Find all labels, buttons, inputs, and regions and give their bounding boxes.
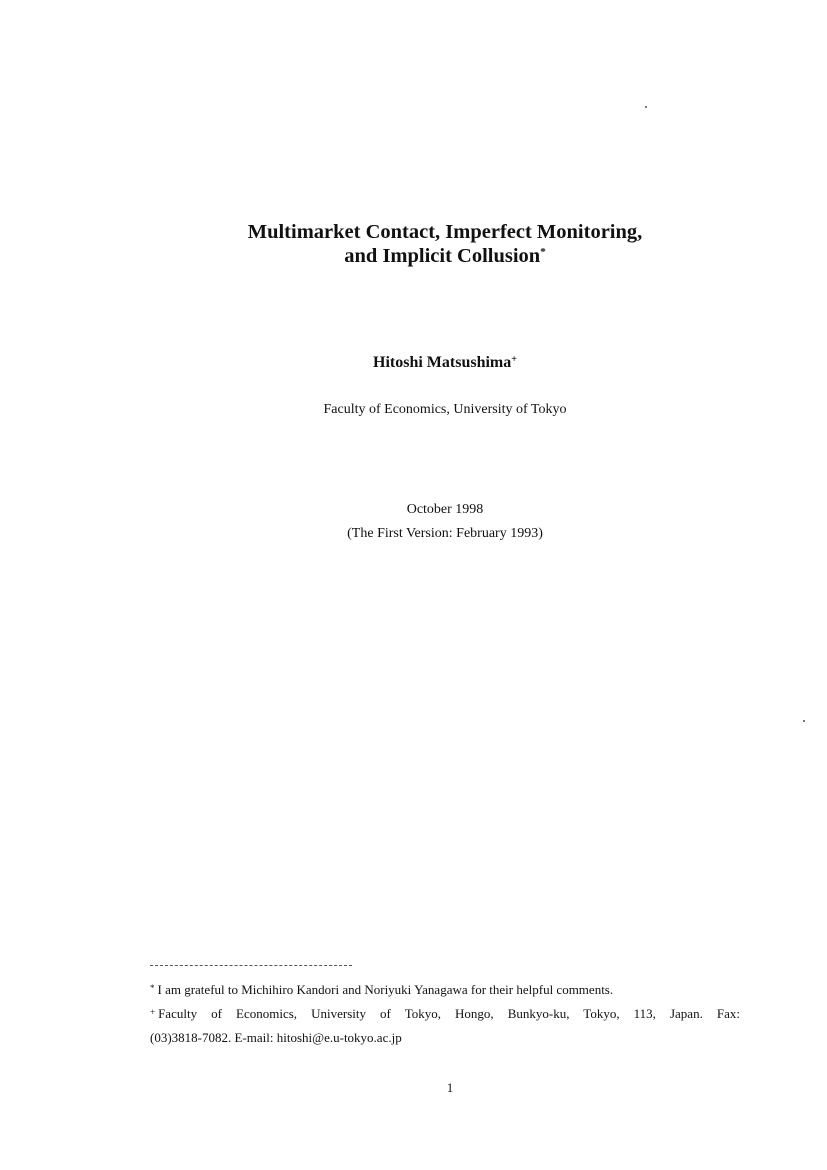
author-name-text: Hitoshi Matsushima: [373, 354, 512, 371]
author-footnote-mark: +: [511, 354, 517, 365]
date-current: October 1998: [406, 502, 484, 517]
title-line-2-text: and Implicit Collusion: [344, 245, 541, 267]
footnote-contact-text-1: Faculty of Economics, University of Tokyo, Hongo, Bunkyo-ku, Tokyo, 113, Japan. Fax:: [158, 1006, 740, 1021]
footnotes: [150, 978, 740, 1050]
title-line-1: Multimarket Contact, Imperfect Monitoring,: [247, 221, 643, 243]
date-first-version: (The First Version: February 1993): [347, 526, 543, 541]
footnote-mark-1: *: [150, 983, 155, 993]
footnote-contact-line-2: (03)3818-7082. E-mail: hitoshi@e.u-tokyo.ac.jp: [150, 1030, 402, 1045]
paper-title: [0, 220, 827, 268]
page-number: 1: [446, 1080, 454, 1095]
scan-speck: [645, 106, 647, 108]
author-name: [0, 353, 827, 373]
footnote-acknowledgement: [150, 978, 740, 1002]
author-affiliation: Faculty of Economics, University of Tokyo: [323, 402, 567, 417]
scan-speck: [803, 720, 805, 722]
title-line-2: [0, 244, 827, 268]
title-footnote-mark: *: [540, 246, 546, 258]
footnote-mark-2: +: [150, 1007, 156, 1017]
footnote-acknowledgement-text: I am grateful to Michihiro Kandori and Noriyuki Yanagawa for their helpful comments.: [157, 982, 614, 997]
footnote-contact-line-1: [150, 1002, 740, 1026]
footnote-rule: [150, 965, 352, 966]
paper-date: [0, 498, 827, 546]
